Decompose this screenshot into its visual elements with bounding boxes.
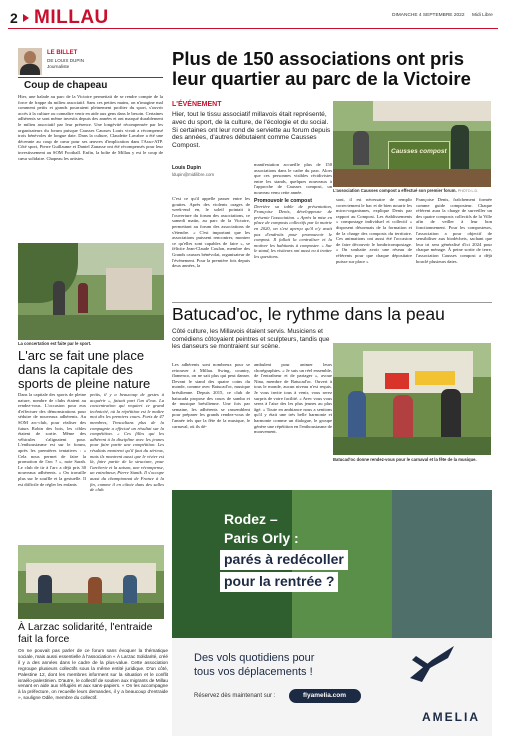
main-col-4: Françoise Denis, fraîchement formée comme guide composteur. Chaque référent aura la charge de surveiller un des quatre composts collectifs de la Ville afin de veiller à leur bon fonctionnement. Pour les composteurs, l'association a pour objectif de sensibiliser aux biodéchets, sachant que leur tri sera généralisé d'ici 2024 pour chaque ménage. À peine sortie de terre, l'association Causses compost a déjà bouclé plusieurs dates.: [416, 197, 492, 264]
archery-photo-caption: La concertation est faite par le sport.: [18, 341, 92, 346]
billet-author-role: Journaliste: [47, 64, 70, 69]
archery-photo: [18, 243, 164, 340]
batucada-col-2: ambulent pour animer leurs chorégraphies. « Je suis un réel ensemble, de l'entraîneur et de partager », avoue Nina, membre de Batucad'oc. Ouvert à tous le monde, aucun niveau n'est requis. Je vous invite tous à venir, vous serez surpris de votre facilité. « Avec vous vous serez à l'aise des les plus jeunes au plus âgé. « Toute en ambiance nous a sentions qu'il y était une très belle harmonie et harmonie comme un dialogue, le groupe génère une répétition en l'enthousiasme de mouvement.: [254, 362, 332, 435]
section-rule: [172, 302, 492, 303]
ad-tagline-2: tous vos déplacements !: [194, 666, 313, 678]
compost-photo-caption: [333, 188, 493, 194]
compost-sign: Causses compost: [391, 148, 447, 155]
batucada-photo-caption: Batucad'oc donne rendez-vous pour le carnaval et la fête de la musique.: [333, 457, 477, 462]
archery-col-1: Dans la capitale des sports de pleine nature, nombre de clubs étaient au rendez-vous. L'occasion pour eux d'effectuer des démonstrations pour séduire de nouveaux adhérents. Au SOM arc-club, pour réaliser des futurs Robin des bois, les cibles étaient de sortie. Même des véhicules s'alignaient pour. L'enthousiasme est sur le forum, après les premières tentatives : « Cela nous permet de faire la promotion de l'arc ? », note Sarah. Le club de tir à l'arc a déjà pris 30 nouveaux adhérents. « On travaille plus sur le souffle et la gestuelle. Il est difficile de régler les enfants: [18, 392, 86, 487]
main-col-2-text: manifestation accueille plus de 150 associations dans le cadre du parc. Alors que ces personnes visibles récidivistes entre les stands, quelques nouveaux à l'approche de Causses compost, un nouveau venu cette année.: [254, 162, 332, 195]
compost-photo-credit: PHOTO L.D.: [457, 189, 479, 193]
ad-tagline-1: Des vols quotidiens pour: [194, 652, 315, 664]
billet-kicker: LE BILLET: [47, 50, 78, 56]
author-avatar: [18, 48, 42, 75]
billet-author: DE LOUIS DUPIN: [47, 58, 85, 63]
amelia-ad: [172, 490, 492, 736]
billet-box: [18, 48, 163, 241]
main-byline-email: ldupin@midilibre.com: [172, 172, 215, 177]
page-number: 2: [10, 10, 18, 26]
masthead-rule: [8, 28, 498, 29]
compost-photo: [333, 101, 491, 187]
batucada-col-1: Les adhérents sont nombreux pour se retrouver à Millau. Swing, country, flamenco, on ne sait plus qui peut danser. Devant le stand des quatre coins du monde, comme avec Batucad'oc, musique brésilienne. Depuis 2015, ce club de batucada propose des cours de samba et de musique brésilienne. Une fois par semaine, les adhérents se rassemblent pour préparer les grands rendez-vous de l'année tels que la fête de la musique, le carnaval, où ils dé-: [172, 362, 250, 429]
masthead: [8, 8, 498, 32]
larzac-title: À Larzac solidarité, l'entraide fait la force: [18, 621, 153, 645]
larzac-body: On ne pouvait pas parler de ce forum sans évoquer la thématique sociale, mais aussi essentielle à l'association « À Larzac Solidarité, créé il y a des années dans le cadre de la plus-value. Cette association regroupe plusieurs collectifs sous la même entité juridique. D'un côté, Palestine 12, dont les membres informent sur la situation et le conflit israélo-palestinien. D'autre, le collectif de soutien aux migrants de Millau venant en aide aux réfugiés et aux sans-papiers. « On les accompagne à la préfecture, on recueille leurs demandes, il y a beaucoup d'entraide », souligne Odile, membre du collectif.: [18, 648, 168, 701]
archery-title: L'arc se fait une place dans la capitale des sports de pleine nature: [18, 348, 151, 391]
larzac-photo: [18, 545, 164, 619]
plane-icon: [402, 640, 462, 688]
paper-name: Midi Libre: [472, 13, 493, 18]
section-title: MILLAU: [34, 7, 109, 28]
ad-headline-3: parés à redécoller: [224, 551, 344, 567]
main-lead: Hier, tout le tissu associatif millavois était représenté, avec du sport, de la culture, de l'écologie et du social. Si certaines ont leur rond de serviette au forum depuis des années, d'autres débutaient comme Causses Compost.: [172, 111, 331, 150]
billet-body: Hier, une balade au parc de la Victoire permettait de se rendre compte de la force de frappe du milieu associatif. Sans ces petites mains, on n'imagine mal comment petits et grands pourraient pleinement profiter du sport, s'ouvrir accès à la culture ou connaître venir en aide aux gens dans le besoin. Certaines adhérents se sont même investis depuis des années et ont marqué durablement le milieu associatif par leur présence. Une longévité récompensée par les organisateurs du forum puisque Causses Causses Louis vivait a récompensé trois bénévoles de longue date. Dans la culture, Claudette Lavabre a été une décennie au coup de cœur pour ses œuvres d'implication dans l'Asso-ATP. Côté sport, Pierre Guillaume et Daniel Zanasse ont été récompensés pour leur investissement au SOM Football. Enfin, la boîte de Millau y est le coup de cœur solidaire. Chapeau les artistes.: [18, 94, 163, 161]
main-col-2-body: Derrière sa table de présentation, Françoise Denis, développeuse de présente l'association. « Après la mise en place de composts collectifs par la mairie en 2020, on s'est aperçu qu'il n'y avait pas d'endroits pour promouvoir le compost. Il fallait la centraliser et la motiver les habitants à composter. » Sur le stand, les visiteurs ont aussi eu à traiter les questions.: [254, 203, 332, 259]
main-col-1: C'est ce qu'il appelle passer entre les gouttes. Après des violents orages de week-end en, le soleil pointait à l'ouverture du forum des associations, ce samedi matin, au parc de la Victoire, permettant au forum des associations de s'étendre. « C'est important que les associations puissent rencontrer, montrer ce qu'elles sont capables de faire », se félicite Jean-Claude Coulon, membre des Grands causses bénévolat, organisateur de l'événement. Pour la première fois depuis deux années, la: [172, 196, 250, 269]
main-title: Plus de 150 associations ont pris leur quartier au parc de la Victoire: [172, 48, 471, 89]
main-byline: Louis Dupin: [172, 165, 201, 171]
batucada-lead: Côté culture, les Millavois étaient servis. Musiciens et comédiens côtoyaient peintres et sculpteurs, tandis que les danseurs se montraient sur scène.: [172, 328, 330, 351]
ad-booking-text: Réservez dès maintenant sur :: [194, 693, 276, 699]
main-col-3: sont, il est nécessaire de remplir correctement le bac et de bien nourrir les micro-organismes, explique Denis par rapport au Compost. Les établissements « compostage individuel et collectif » disposent désormais de la formation et de la charge des composts du territoire. Ces animations ont aussi été l'occasion de faire découvrir le lombricompostage. « On souhaite avoir une réseau de référents pour que chaque dépositaire puisse sur place »: [336, 197, 412, 264]
main-col-2-head: Promouvoir le compost: [254, 197, 312, 204]
ad-url: flyamelia.com: [303, 692, 346, 699]
batucada-photo: [333, 343, 491, 455]
ad-headline-4: pour la rentrée ?: [224, 573, 335, 589]
billet-rule: [18, 77, 163, 78]
ad-url-box[interactable]: [289, 689, 361, 703]
ad-headline-2: Paris Orly :: [224, 530, 299, 546]
ad-headline-4-box: [220, 572, 338, 592]
ad-headline-1: Rodez –: [224, 511, 278, 527]
ad-brand: AMELIA: [422, 710, 480, 724]
billet-title: Coup de chapeau: [24, 80, 108, 91]
archery-col-2: petits, il y a beaucoup de gestes à acquérir », faisait part l'un d'eux. La concentration qui requiert ce grand technicité, où la répétition est le maître mot dès les premiers cours. Forts de 47 membres, Trescalians plus de la compagnie a effectué un résultat sur la compétition. « Ces filles qui les adhèrent à la discipline avec les jeunes pour faire partir une compétition. Les résultats montrent qu'il faut du sérieux, mais ils montrent aussi que le vivier est là, faire partie de la structure, pour l'archerie et la saison, une récompense, un entraîneur, Pierre Stanik. Il s'occupe aussi du championnat de France à la fin, comme il en côtoie dans des salles de club.: [90, 392, 164, 493]
batucada-title: Batucad'oc, le rythme dans la peau: [172, 304, 445, 324]
ad-headline-3-box: [220, 550, 348, 570]
compost-caption-text: L'association Causses compost a effectué son premier forum.: [333, 188, 457, 193]
main-col-2: [254, 162, 332, 300]
page-number-arrow: [23, 14, 29, 22]
main-kicker: L'ÉVÉNEMENT: [172, 101, 222, 108]
date-line: DIMANCHE 4 SEPTEMBRE 2022: [392, 13, 465, 18]
